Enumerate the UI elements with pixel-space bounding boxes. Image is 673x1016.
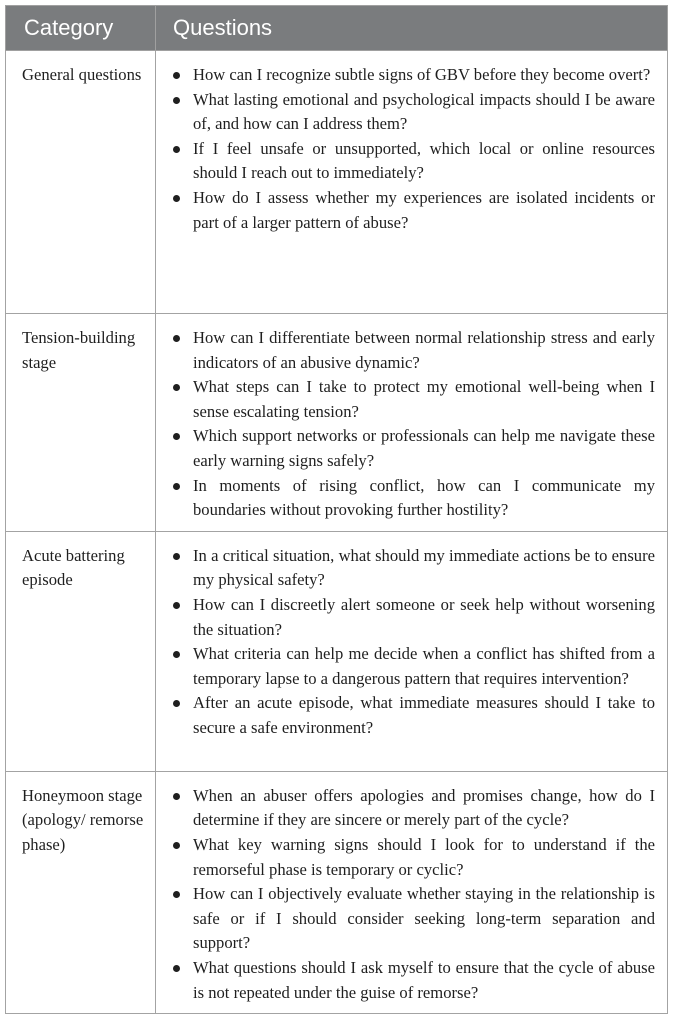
question-text: How can I differentiate between normal relationship stress and early indicators of an abusive dynamic?	[193, 328, 655, 372]
bullet-icon	[173, 602, 180, 609]
question-item	[170, 544, 655, 593]
bullet-icon	[173, 433, 180, 440]
table-row	[6, 314, 668, 532]
question-item	[170, 88, 655, 137]
table-header	[6, 6, 668, 51]
question-item	[170, 642, 655, 691]
header-questions: Questions	[156, 6, 668, 51]
question-text: How do I assess whether my experiences are isolated incidents or part of a larger pattern of abuse?	[193, 187, 655, 232]
question-text: How can I discreetly alert someone or seek help without worsening the situation?	[193, 594, 655, 639]
table-row	[6, 51, 668, 314]
question-text: What lasting emotional and psychological impacts should I be aware of, and how can I address them?	[193, 89, 655, 134]
question-item	[170, 137, 655, 186]
question-text: How can I recognize subtle signs of GBV before they become overt?	[193, 65, 651, 84]
question-item	[170, 784, 655, 833]
bullet-icon	[173, 793, 180, 800]
question-text: If I feel unsafe or unsupported, which local or online resources should I reach out to immediately?	[193, 138, 655, 183]
question-text: What questions should I ask myself to ensure that the cycle of abuse is not repeated under the guise of remorse?	[193, 957, 655, 1002]
bullet-icon	[173, 651, 180, 658]
question-item	[170, 424, 655, 473]
header-category: Category	[6, 6, 156, 51]
bullet-icon	[173, 97, 180, 104]
bullet-icon	[173, 195, 180, 202]
question-text: In a critical situation, what should my immediate actions be to ensure my physical safety?	[193, 545, 655, 590]
question-item	[170, 375, 655, 424]
questions-table	[5, 5, 668, 1014]
question-list	[170, 326, 655, 523]
bullet-icon	[173, 483, 180, 490]
questions-cell	[156, 531, 668, 771]
question-text: In moments of rising conflict, how can I communicate my boundaries without provoking further hostility?	[193, 475, 655, 520]
question-list	[170, 544, 655, 741]
bullet-icon	[173, 72, 180, 79]
question-item	[170, 186, 655, 235]
bullet-icon	[173, 965, 180, 972]
question-item	[170, 474, 655, 523]
question-text: How can I objectively evaluate whether staying in the relationship is safe or if I should consider seeking long-term separation and support?	[193, 884, 655, 953]
question-text: Which support networks or professionals can help me navigate these early warning signs safely?	[193, 426, 655, 470]
question-item	[170, 326, 655, 375]
category-cell: Honeymoon stage (apology/ remorse phase)	[6, 771, 156, 1013]
question-list	[170, 63, 655, 235]
questions-cell	[156, 314, 668, 532]
question-text: After an acute episode, what immediate measures should I take to secure a safe environment?	[193, 693, 655, 737]
table-row	[6, 771, 668, 1013]
questions-cell	[156, 771, 668, 1013]
table-body	[6, 51, 668, 1014]
bullet-icon	[173, 842, 180, 849]
header-row	[6, 6, 668, 51]
question-item	[170, 882, 655, 956]
question-text: When an abuser offers apologies and promises change, how do I determine if they are sincere or merely part of the cycle?	[193, 785, 655, 830]
question-text: What steps can I take to protect my emotional well-being when I sense escalating tension?	[193, 377, 655, 421]
category-cell: Acute battering episode	[6, 531, 156, 771]
question-item	[170, 833, 655, 882]
table-row	[6, 531, 668, 771]
question-list	[170, 784, 655, 1005]
question-item	[170, 956, 655, 1005]
category-cell: Tension-building stage	[6, 314, 156, 532]
question-item	[170, 63, 655, 88]
bullet-icon	[173, 335, 180, 342]
question-item	[170, 691, 655, 740]
question-text: What criteria can help me decide when a conflict has shifted from a temporary lapse to a dangerous pattern that requires intervention?	[193, 644, 655, 688]
questions-cell	[156, 51, 668, 314]
bullet-icon	[173, 384, 180, 391]
bullet-icon	[173, 700, 180, 707]
category-cell: General questions	[6, 51, 156, 314]
question-item	[170, 593, 655, 642]
bullet-icon	[173, 891, 180, 898]
question-text: What key warning signs should I look for to understand if the remorseful phase is temporary or cyclic?	[193, 834, 655, 879]
bullet-icon	[173, 146, 180, 153]
bullet-icon	[173, 553, 180, 560]
